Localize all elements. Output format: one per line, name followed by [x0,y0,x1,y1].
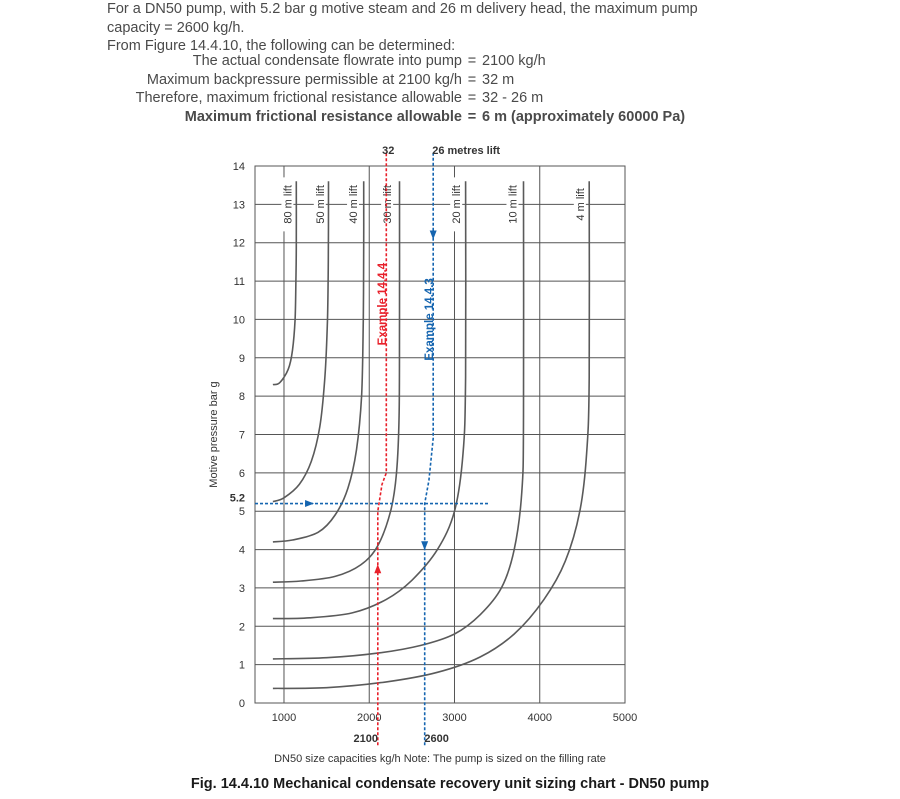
y-tick-label: 11 [233,276,245,289]
calc-value: 32 - 26 m [482,90,544,106]
bottom-red-label: 2100 [353,733,379,745]
calc-equals: = [467,90,477,106]
example-red-label: Example 14.4.4 [377,262,390,346]
intro-line: capacity = 2600 kg/h. [107,19,245,36]
lift-label: 10 m lift [507,185,520,224]
lift-label: 40 m lift [348,185,361,224]
y-tick-label: 3 [238,582,245,595]
lift-label: 80 m lift [282,185,295,224]
x-axis-title: DN50 size capacities kg/h Note: The pump is sized on the filling rate [274,753,606,765]
top-red-label: 32 [382,145,395,157]
calc-value: 32 m [482,71,515,88]
intro-line: From Figure 14.4.10, the following can be determined: [107,38,456,54]
calc-label: The actual condensate flowrate into pump [192,53,462,69]
calc-equals: = [467,71,477,88]
y-tick-label: 1 [238,659,245,672]
x-tick-label: 3000 [442,712,467,724]
figure-caption: Fig. 14.4.10 Mechanical condensate recovery unit sizing chart - DN50 pump [190,776,710,792]
lift-curve [273,181,400,582]
arrow-icon [305,500,314,507]
calc-label: Therefore, maximum frictional resistance allowable [135,90,462,106]
arrow-icon [374,564,381,573]
x-tick-label: 5000 [612,712,638,724]
y-axis-title: Motive pressure bar g [208,381,220,488]
calc-label: Maximum frictional resistance allowable [184,108,462,125]
y-tick-label: 0 [238,698,245,710]
lift-label: 20 m lift [451,185,464,224]
y-tick-label: 14 [232,161,245,173]
y-tick-label: 8 [238,391,245,404]
example-blue-line [425,151,434,746]
x-tick-label: 2000 [356,712,382,724]
x-tick-label: 1000 [271,712,297,724]
lift-curve [273,181,364,542]
lift-label: 50 m lift [314,185,327,224]
calc-equals: = [467,53,477,69]
arrow-icon [421,541,428,550]
bottom-blue-label: 2600 [424,733,449,745]
x-tick-label: 4000 [527,712,552,724]
y-tick-label: 4 [238,544,245,557]
example-blue-label: Example 14.4.3 [423,278,436,361]
y-tick-label: 9 [238,352,245,365]
intro-line: For a DN50 pump, with 5.2 bar g motive steam and 26 m delivery head, the maximum pump [107,1,698,17]
calc-value: 6 m (approximately 60000 Pa) [482,108,686,125]
top-blue-label: 26 metres lift [432,145,501,157]
y-tick-label: 13 [232,199,245,212]
y-tick-label: 5 [238,506,245,519]
calc-equals: = [467,108,477,125]
y-tick-label: 12 [232,237,245,250]
y-tick-label: 7 [238,429,245,442]
y-tick-label: 2 [238,621,245,634]
arrow-icon [430,231,437,240]
y-tick-label: 10 [232,314,245,327]
calc-value: 2100 kg/h [482,53,546,69]
calc-label: Maximum backpressure permissible at 2100 kg/h [146,71,462,88]
y-tick-label: 6 [238,467,245,480]
lift-label: 4 m lift [574,188,587,221]
lift-label: 30 m lift [382,185,395,224]
y-marker-label: 5.2 [229,492,245,505]
